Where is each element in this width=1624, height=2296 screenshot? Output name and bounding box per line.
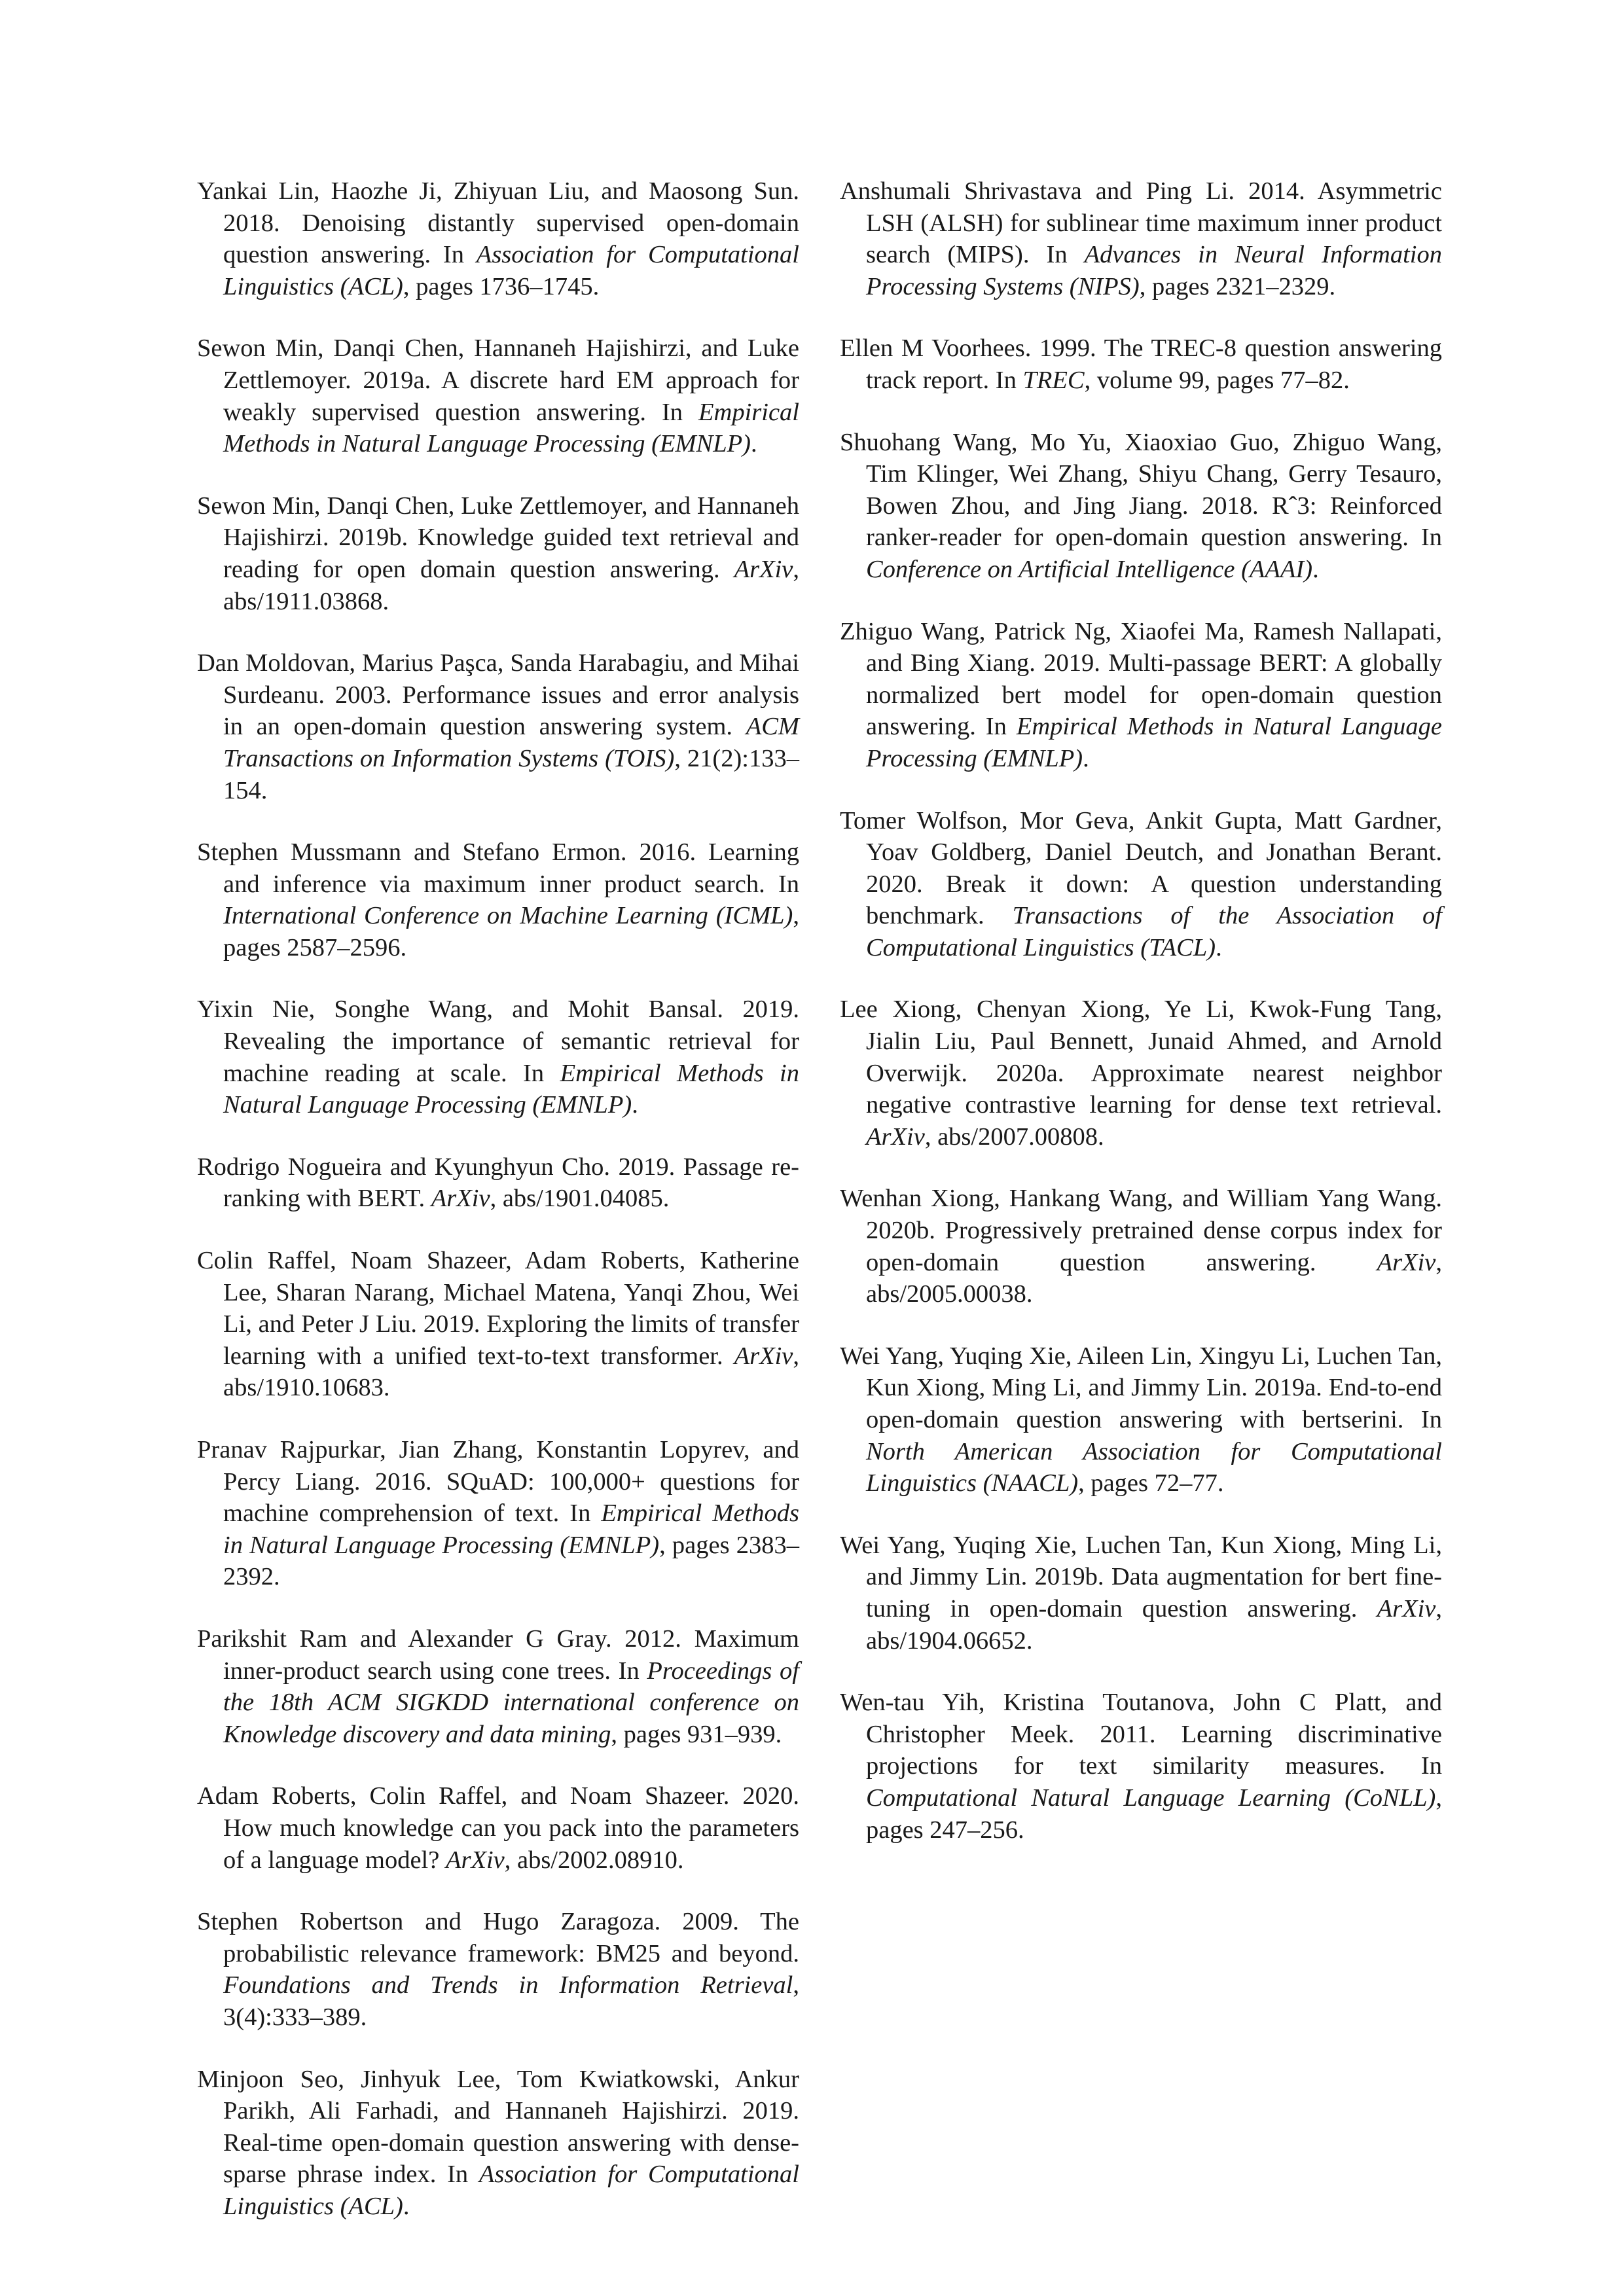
reference-authors-title: Adam Roberts, Colin Raffel, and Noam Shazeer. 2020. How much knowledge can you pack into the parameters of a language model? [197,1782,799,1874]
reference-venue: Association for Computational Linguistics (ACL) [223,241,800,300]
reference-venue: ArXiv [1377,1594,1436,1623]
reference-details: , pages 2587–2596. [223,902,799,961]
reference-details: , abs/2007.00808. [924,1122,1104,1151]
reference-authors-title: Dan Moldovan, Marius Paşca, Sanda Harabagiu, and Mihai Surdeanu. 2003. Performance issues and error analysis in an open-domain question answering system. [197,649,799,741]
reference-venue: Transactions of the Association of Computational Linguistics (TACL) [866,902,1442,961]
reference-authors-title: Ellen M Voorhees. 1999. The TREC-8 question answering track report. In [840,334,1442,394]
reference-details: , abs/1904.06652. [866,1594,1442,1655]
reference-venue: Association for Computational Linguistics (ACL) [223,2161,799,2220]
reference-authors-title: Anshumali Shrivastava and Ping Li. 2014. Asymmetric LSH (ALSH) for sublinear time maximum inner product search (MIPS). In [840,177,1442,269]
reference-entry [840,1183,1442,1310]
reference-details: , abs/1910.10683. [223,1342,799,1402]
reference-authors-title: Colin Raffel, Noam Shazeer, Adam Roberts, Katherine Lee, Sharan Narang, Michael Matena, Yanqi Zhou, Wei Li, and Peter J Liu. 2019. Exploring the limits of transfer learning with a unified text-to-text transformer. [197,1247,799,1370]
reference-details: , pages 247–256. [866,1784,1442,1844]
reference-authors-title: Yankai Lin, Haozhe Ji, Zhiyuan Liu, and Maosong Sun. 2018. Denoising distantly supervised open-domain question answering. In [197,177,799,269]
reference-details: . [750,430,757,458]
reference-authors-title: Rodrigo Nogueira and Kyunghyun Cho. 2019. Passage re-ranking with BERT. [197,1153,799,1213]
reference-venue: Advances in Neural Information Processing Systems (NIPS) [866,241,1442,300]
reference-entry [197,1434,799,1593]
reference-entry [840,1340,1442,1499]
reference-entry [197,490,799,617]
reference-details: , pages 1736–1745. [403,272,600,300]
reference-authors-title: Sewon Min, Danqi Chen, Hannaneh Hajishirzi, and Luke Zettlemoyer. 2019a. A discrete hard EM approach for weakly supervised question answering. In [197,334,799,426]
reference-details: . [1083,744,1089,772]
reference-venue: Empirical Methods in Natural Language Processing (EMNLP) [223,1059,799,1119]
reference-entry [197,994,799,1121]
reference-details: , pages 931–939. [611,1720,782,1748]
reference-details: , abs/1901.04085. [490,1185,670,1213]
reference-entry [840,1530,1442,1657]
reference-venue: Proceedings of the 18th ACM SIGKDD international conference on Knowledge discovery and data mining [223,1657,799,1748]
reference-details: , volume 99, pages 77–82. [1084,366,1350,394]
reference-authors-title: Wenhan Xiong, Hankang Wang, and William Yang Wang. 2020b. Progressively pretrained dense corpus index for open-domain question answering. [840,1185,1442,1276]
reference-details: . [1216,933,1222,961]
reference-venue: ArXiv [1377,1248,1436,1276]
reference-details: . [1312,555,1319,583]
reference-entry [197,2064,799,2223]
reference-entry [197,1245,799,1404]
references-left-column [197,175,799,2252]
reference-authors-title: Tomer Wolfson, Mor Geva, Ankit Gupta, Matt Gardner, Yoav Goldberg, Daniel Deutch, and Jonathan Berant. 2020. Break it down: A question understanding benchmark. [840,806,1442,930]
reference-authors-title: Wen-tau Yih, Kristina Toutanova, John C Platt, and Christopher Meek. 2011. Learning discriminative projections for text similarity measures. In [840,1689,1442,1780]
reference-venue: ArXiv [431,1185,490,1213]
reference-authors-title: Wei Yang, Yuqing Xie, Luchen Tan, Kun Xiong, Ming Li, and Jimmy Lin. 2019b. Data augmentation for bert fine-tuning in open-domain question answering. [840,1531,1442,1623]
reference-authors-title: Stephen Mussmann and Stefano Ermon. 2016. Learning and inference via maximum inner product search. In [197,838,799,898]
reference-entry [840,616,1442,775]
reference-details: , pages 2321–2329. [1139,272,1336,300]
reference-authors-title: Pranav Rajpurkar, Jian Zhang, Konstantin Lopyrev, and Percy Liang. 2016. SQuAD: 100,000+ questions for machine comprehension of text. In [197,1436,799,1528]
reference-authors-title: Stephen Robertson and Hugo Zaragoza. 2009. The probabilistic relevance framework: BM25 and beyond. [197,1908,799,1967]
reference-details: , pages 2383–2392. [223,1531,799,1591]
reference-authors-title: Lee Xiong, Chenyan Xiong, Ye Li, Kwok-Fung Tang, Jialin Liu, Paul Bennett, Junaid Ahmed, and Arnold Overwijk. 2020a. Approximate nearest neighbor negative contrastive learning for dense text retrieval. [840,996,1442,1119]
reference-venue: International Conference on Machine Learning (ICML) [223,902,793,930]
reference-venue: ACM Transactions on Information Systems (TOIS) [223,713,799,772]
reference-details: , 21(2):133–154. [223,744,799,804]
reference-entry [840,332,1442,396]
reference-entry [197,1906,799,2033]
reference-entry [197,647,799,806]
reference-entry [197,1151,799,1215]
reference-venue: Foundations and Trends in Information Retrieval [223,1971,793,2000]
reference-venue: ArXiv [445,1846,505,1874]
reference-entry [840,175,1442,302]
reference-entry [197,332,799,459]
reference-venue: TREC [1022,366,1085,394]
reference-authors-title: Wei Yang, Yuqing Xie, Aileen Lin, Xingyu Li, Luchen Tan, Kun Xiong, Ming Li, and Jimmy Lin. 2019a. End-to-end open-domain question answering with bertserini. In [840,1342,1442,1433]
reference-entry [840,1687,1442,1846]
reference-entry [197,1623,799,1750]
reference-entry [840,994,1442,1153]
reference-authors-title: Sewon Min, Danqi Chen, Luke Zettlemoyer, and Hannaneh Hajishirzi. 2019b. Knowledge guided text retrieval and reading for open domain question answering. [197,492,799,583]
reference-authors-title: Parikshit Ram and Alexander G Gray. 2012. Maximum inner-product search using cone trees. In [197,1624,799,1685]
reference-entry [197,1780,799,1876]
reference-venue: Empirical Methods in Natural Language Processing (EMNLP) [223,1499,799,1559]
reference-details: , 3(4):333–389. [223,1971,799,2031]
reference-authors-title: Minjoon Seo, Jinhyuk Lee, Tom Kwiatkowski, Ankur Parikh, Ali Farhadi, and Hannaneh Hajishirzi. 2019. Real-time open-domain question answering with dense-sparse phrase index. In [197,2065,799,2189]
reference-entry [840,427,1442,586]
reference-venue: ArXiv [866,1122,925,1151]
reference-details: , abs/1911.03868. [223,555,799,615]
reference-details: , abs/2002.08910. [504,1846,684,1874]
reference-entry [197,175,799,302]
reference-entry [197,836,799,963]
reference-venue: ArXiv [734,555,793,583]
reference-venue: Conference on Artificial Intelligence (AAAI) [866,555,1313,583]
reference-authors-title: Shuohang Wang, Mo Yu, Xiaoxiao Guo, Zhiguo Wang, Tim Klinger, Wei Zhang, Shiyu Chang, Gerry Tesauro, Bowen Zhou, and Jing Jiang. 2018. Rˆ3: Reinforced ranker-reader for open-domain question answering. In [840,428,1442,552]
reference-venue: Empirical Methods in Natural Language Processing (EMNLP) [866,713,1442,772]
reference-venue: Empirical Methods in Natural Language Processing (EMNLP) [223,398,799,458]
reference-details: . [632,1091,638,1119]
reference-details: , pages 72–77. [1078,1469,1224,1498]
reference-authors-title: Zhiguo Wang, Patrick Ng, Xiaofei Ma, Ramesh Nallapati, and Bing Xiang. 2019. Multi-passage BERT: A globally normalized bert model for open-domain question answering. In [840,617,1442,741]
reference-details: , abs/2005.00038. [866,1248,1442,1308]
reference-details: . [403,2192,410,2220]
reference-venue: Computational Natural Language Learning (CoNLL) [866,1784,1436,1812]
references-right-column [840,175,1442,1876]
reference-venue: ArXiv [734,1342,793,1370]
reference-authors-title: Yixin Nie, Songhe Wang, and Mohit Bansal. 2019. Revealing the importance of semantic retrieval for machine reading at scale. In [197,996,799,1087]
reference-entry [840,805,1442,964]
reference-venue: North American Association for Computational Linguistics (NAACL) [866,1437,1442,1498]
